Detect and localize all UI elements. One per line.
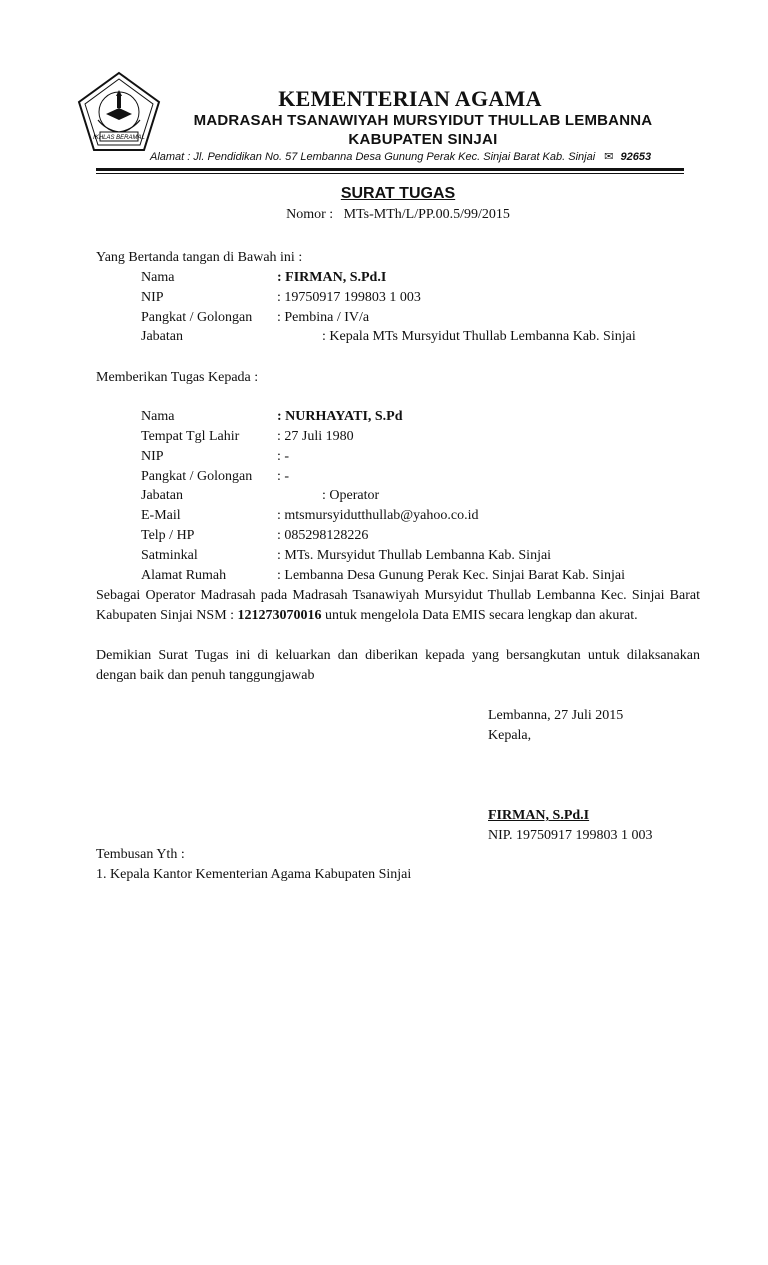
address-text: Alamat : Jl. Pendidikan No. 57 Lembanna Desa Gunung Perak Kec. Sinjai Barat Kab. Sinjai xyxy=(150,151,596,163)
assignee-address-label: Alamat Rumah xyxy=(141,568,227,583)
issuer-rank-value: : Pembina / IV/a xyxy=(277,310,370,325)
assignee-rank-value: : - xyxy=(277,469,290,484)
assignee-rank-label: Pangkat / Golongan xyxy=(141,469,253,484)
issuer-name-value: : FIRMAN, S.Pd.I xyxy=(277,270,387,285)
assignee-nip-label: NIP xyxy=(141,449,164,464)
regency-name: KABUPATEN SINJAI xyxy=(348,131,498,148)
signature-name: FIRMAN, S.Pd.I xyxy=(488,808,590,823)
postal-code: 92653 xyxy=(620,151,652,163)
task-paragraph xyxy=(96,586,700,626)
closing-paragraph: Demikian Surat Tugas ini di keluarkan dan diberikan kepada yang bersangkutan untuk dilaksanakan dengan baik dan penuh tanggungjawab xyxy=(96,648,700,683)
assignee-birth-label: Tempat Tgl Lahir xyxy=(141,429,240,444)
school-name: MADRASAH TSANAWIYAH MURSYIDUT THULLAB LEMBANNA xyxy=(193,112,653,129)
document-title: SURAT TUGAS xyxy=(340,185,456,202)
emblem-motto-text: IKHLAS BERAMAL xyxy=(93,135,145,141)
assignee-address-value: : Lembanna Desa Gunung Perak Kec. Sinjai Barat Kab. Sinjai xyxy=(277,568,625,583)
assignee-phone-label: Telp / HP xyxy=(141,528,195,543)
assignee-birth-value: : 27 Juli 1980 xyxy=(277,429,354,444)
envelope-icon: ✉ xyxy=(604,151,614,163)
assignee-position-label: Jabatan xyxy=(141,488,183,503)
issuer-intro: Yang Bertanda tangan di Bawah ini : xyxy=(96,250,303,265)
assignee-phone-value: : 085298128226 xyxy=(277,528,369,543)
document-number xyxy=(0,207,768,223)
issuer-name-label: Nama xyxy=(141,270,175,285)
assignee-position-value: : Operator xyxy=(322,488,380,503)
assignee-email-value: : mtsmursyidutthullab@yahoo.co.id xyxy=(277,508,479,523)
assignee-email-label: E-Mail xyxy=(141,508,181,523)
signature-nip: NIP. 19750917 199803 1 003 xyxy=(488,828,653,843)
ministry-name: KEMENTERIAN AGAMA xyxy=(278,86,542,111)
letterhead-divider-thin xyxy=(96,173,684,174)
assignee-intro: Memberikan Tugas Kepada : xyxy=(96,370,259,385)
assignee-name-label: Nama xyxy=(141,409,175,424)
nsm-number: 121273070016 xyxy=(237,608,322,623)
letterhead-divider-thick xyxy=(96,168,684,171)
issuer-nip-value: : 19750917 199803 1 003 xyxy=(277,290,421,305)
cc-item: 1. Kepala Kantor Kementerian Agama Kabupaten Sinjai xyxy=(96,867,412,882)
issuer-position-label: Jabatan xyxy=(141,329,183,344)
issuer-position-value: : Kepala MTs Mursyidut Thullab Lembanna Kab. Sinjai xyxy=(322,329,636,344)
school-address xyxy=(150,150,651,163)
number-value: MTs-MTh/L/PP.00.5/99/2015 xyxy=(343,207,510,222)
assignee-name-value: : NURHAYATI, S.Pd xyxy=(277,409,403,424)
issuer-rank-label: Pangkat / Golongan xyxy=(141,310,253,325)
assignee-satminkal-value: : MTs. Mursyidut Thullab Lembanna Kab. Sinjai xyxy=(277,548,552,563)
assignee-nip-value: : - xyxy=(277,449,290,464)
cc-heading: Tembusan Yth : xyxy=(96,847,185,862)
signature-place-date: Lembanna, 27 Juli 2015 xyxy=(488,708,624,723)
assignee-satminkal-label: Satminkal xyxy=(141,548,198,563)
number-label: Nomor : xyxy=(286,207,334,222)
issuer-nip-label: NIP xyxy=(141,290,164,305)
signature-role: Kepala, xyxy=(488,728,532,743)
task-text-start: Sebagai Operator Madrasah pada Madrasah Tsanawiyah Mursyidut Thullab Lembanna Kec. Sinjai Barat Kabupaten Sinjai NSM : xyxy=(96,588,700,623)
task-text-end: untuk mengelola Data EMIS secara lengkap dan akurat. xyxy=(321,608,638,623)
